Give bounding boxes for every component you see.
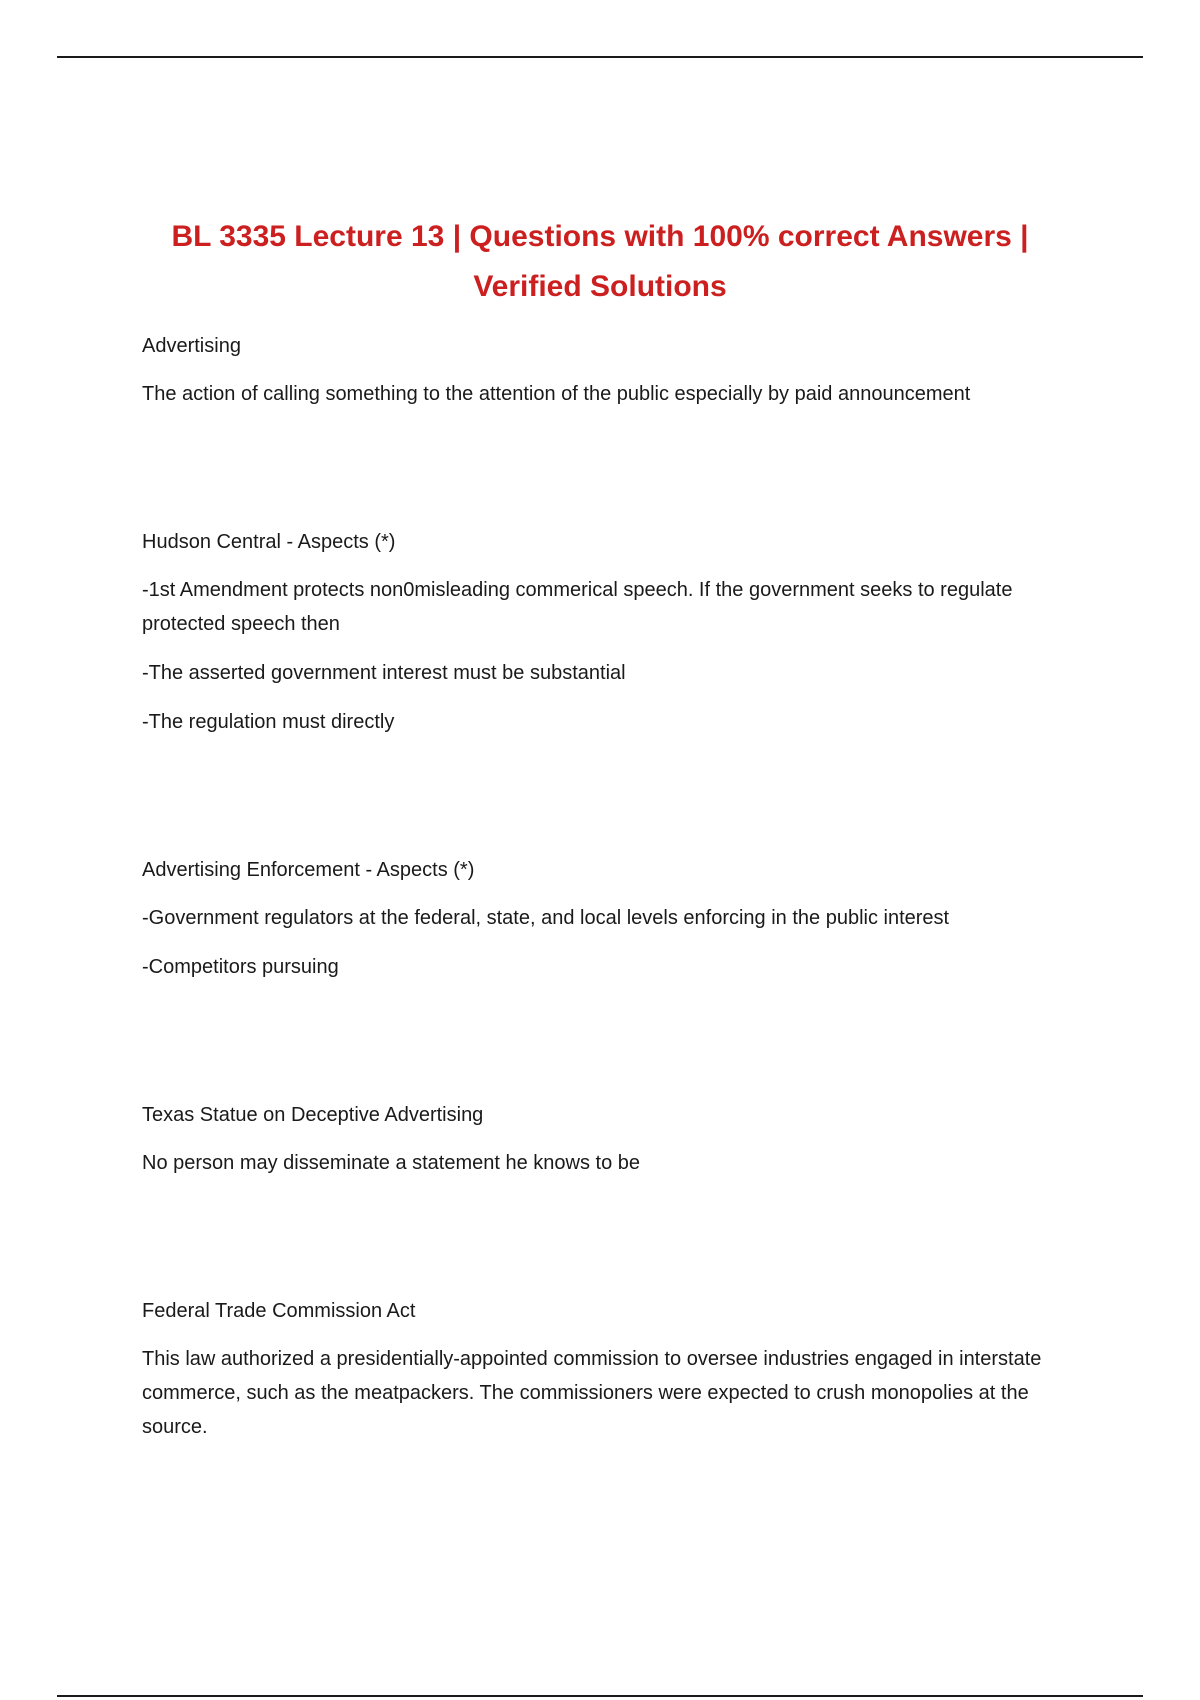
entry-term: Advertising Enforcement - Aspects (*) [142,859,475,881]
qa-entry-hudson-central [142,528,1072,739]
entry-definition: The action of calling something to the attention of the public especially by paid announcement [142,383,971,405]
entry-term: Hudson Central - Aspects (*) [142,531,396,553]
entry-definition: No person may disseminate a statement he knows to be [142,1152,641,1174]
entry-definition: -Competitors pursuing [142,956,339,978]
qa-entry-ftc-act [142,1297,1072,1444]
entry-definition: -1st Amendment protects non0misleading commerical speech. If the government seeks to regulate protected speech then [142,579,1013,635]
title-line-1: BL 3335 Lecture 13 | Questions with 100% correct Answers | [171,220,1029,253]
footer-rule [57,1695,1143,1697]
title-line-2: Verified Solutions [473,270,727,303]
entry-definition: -The asserted government interest must be substantial [142,662,626,684]
entry-term: Advertising [142,335,241,357]
entry-term: Federal Trade Commission Act [142,1300,416,1322]
qa-entry-advertising-enforcement [142,856,1072,984]
qa-entry-advertising [142,332,1072,411]
entry-definition: This law authorized a presidentially-appointed commission to oversee industries engaged in interstate commerce, such as the meatpackers. The commissioners were expected to crush monopolies at the source. [142,1348,1042,1438]
qa-entry-texas-statue [142,1101,1072,1180]
entry-term: Texas Statue on Deceptive Advertising [142,1104,484,1126]
entry-definition: -Government regulators at the federal, state, and local levels enforcing in the public interest [142,907,950,929]
entry-definition: -The regulation must directly [142,711,395,733]
document-title [100,212,1100,312]
header-rule [57,56,1143,58]
